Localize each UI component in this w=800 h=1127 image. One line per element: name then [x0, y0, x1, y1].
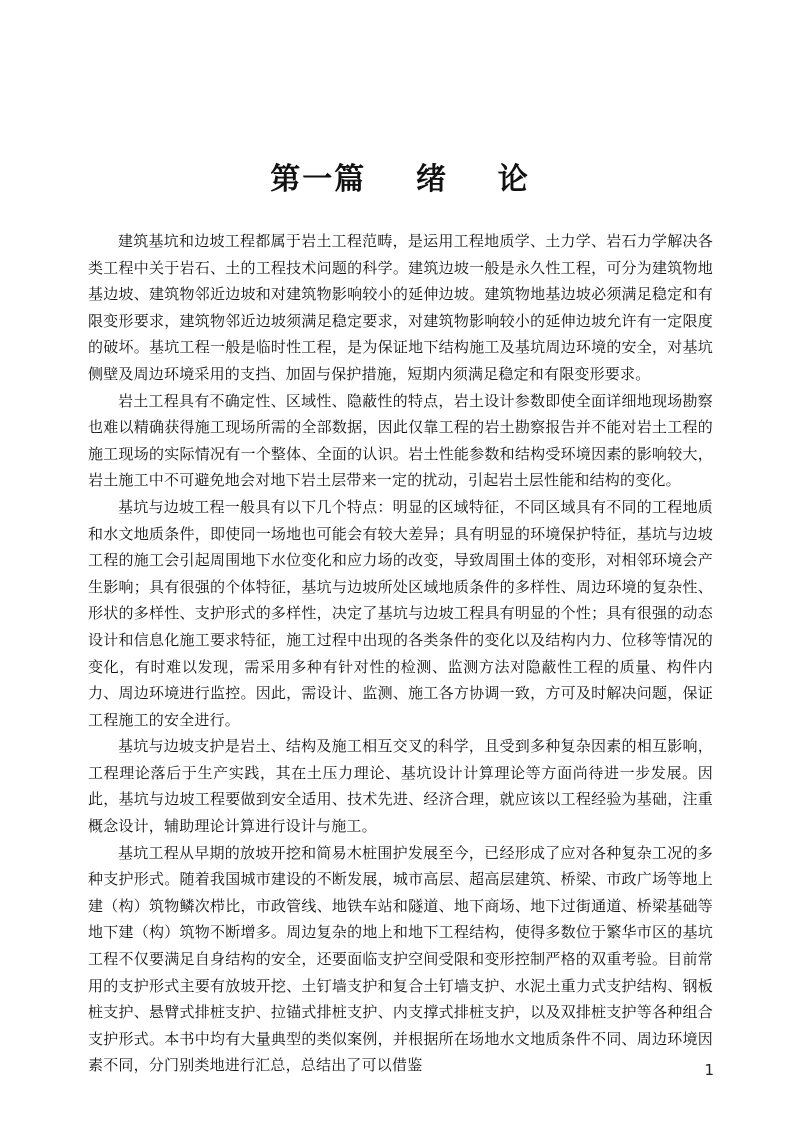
page-number: 1	[704, 1061, 714, 1079]
paragraph: 建筑基坑和边坡工程都属于岩土工程范畴，是运用工程地质学、土力学、岩石力学解决各类工程中关于岩石、土的工程技术问题的科学。建筑边坡一般是永久性工程，可分为建筑物地基边坡、建筑物邻近边坡和对建筑物影响较小的延伸边坡。建筑物地基边坡必须满足稳定和有限变形要求，建筑物邻近边坡须满足稳定要求，对建筑物影响较小的延伸边坡允许有一定限度的破坏。基坑工程一般是临时性工程，是为保证地下结构施工及基坑周边环境的安全，对基坑侧壁及周边环境采用的支挡、加固与保护措施，短期内须满足稳定和有限变形要求。	[88, 232, 713, 383]
chapter-title: 第一篇 绪 论	[270, 162, 530, 197]
body-text	[88, 228, 713, 1079]
paragraph: 基坑与边坡工程一般具有以下几个特点：明显的区域特征，不同区域具有不同的工程地质和水文地质条件，即使同一场地也可能会有较大差异；具有明显的环境保护特征，基坑与边坡工程的施工会引起周围地下水位变化和应力场的改变，导致周围土体的变形，对相邻环境会产生影响；具有很强的个体特征，基坑与边坡所处区域地质条件的多样性、周边环境的复杂性、形状的多样性、支护形式的多样性，决定了基坑与边坡工程具有明显的个性；具有很强的动态设计和信息化施工要求特征，施工过程中出现的各类条件的变化以及结构内力、位移等情况的变化，有时难以发现，需采用多种有针对性的检测、监测方法对隐蔽性工程的质量、构件内力、周边环境进行监控。因此，需设计、监测、施工各方协调一致，方可及时解决问题，保证工程施工的安全进行。	[88, 497, 713, 729]
paragraph: 基坑工程从早期的放坡开挖和简易木桩围护发展至今，已经形成了应对各种复杂工况的多种支护形式。随着我国城市建设的不断发展，城市高层、超高层建筑、桥梁、市政广场等地上建（构）筑物鳞次栉比，市政管线、地铁车站和隧道、地下商场、地下过街通道、桥梁基础等地下建（构）筑物不断增多。周边复杂的地上和地下工程结构，使得多数位于繁华市区的基坑工程不仅要满足自身结构的安全，还要面临支护空间受限和变形控制严格的双重考验。目前常用的支护形式主要有放坡开挖、土钉墙支护和复合土钉墙支护、水泥土重力式支护结构、钢板桩支护、悬臂式排桩支护、拉锚式排桩支护、内支撑式排桩支护，以及双排桩支护等各种组合支护形式。本书中均有大量典型的类似案例，并根据所在场地水文地质条件不同、周边环境因素不同，分门别类地进行汇总，总结出了可以借鉴	[88, 843, 713, 1075]
paragraph: 岩土工程具有不确定性、区域性、隐蔽性的特点，岩土设计参数即使全面详细地现场勘察也难以精确获得施工现场所需的全部数据，因此仅靠工程的岩土勘察报告并不能对岩土工程的施工现场的实际情况有一个整体、全面的认识。岩土性能参数和结构受环境因素的影响较大，岩土施工中不可避免地会对地下岩土层带来一定的扰动，引起岩土层性能和结构的变化。	[88, 391, 713, 490]
paragraph: 基坑与边坡支护是岩土、结构及施工相互交叉的科学，且受到多种复杂因素的相互影响，工程理论落后于生产实践，其在土压力理论、基坑设计计算理论等方面尚待进一步发展。因此，基坑与边坡工程要做到安全适用、技术先进、经济合理，就应该以工程经验为基础，注重概念设计，辅助理论计算进行设计与施工。	[88, 737, 713, 836]
